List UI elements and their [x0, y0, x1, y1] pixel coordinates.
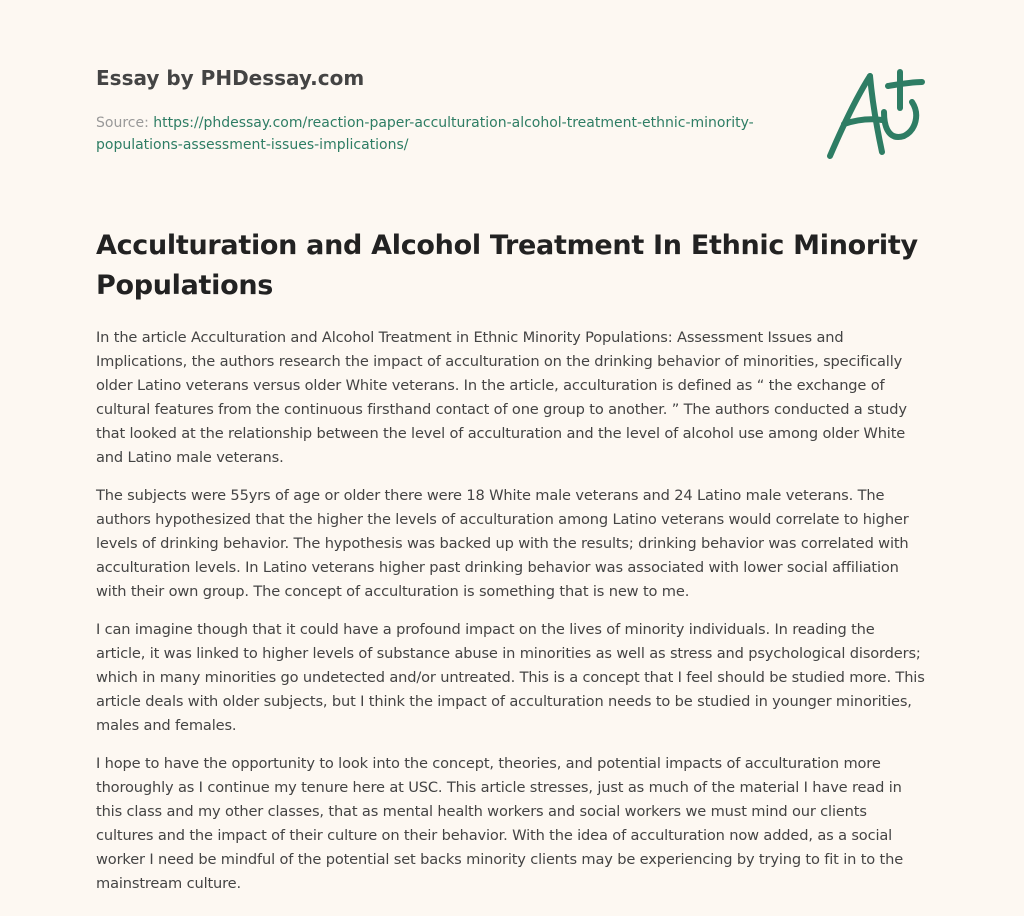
- site-title: Essay by PHDessay.com: [96, 66, 365, 90]
- source-line: [96, 112, 796, 156]
- source-link[interactable]: https://phdessay.com/reaction-paper-acculturation-alcohol-treatment-ethnic-minority-populations-assessment-issues-implications/: [96, 115, 754, 153]
- essay-paragraph: I can imagine though that it could have a profound impact on the lives of minority individuals. In reading the article, it was linked to higher levels of substance abuse in minorities as well as stress and psychological disorders; which in many minorities go undetected and/or untreated. This is a concept that I feel should be studied more. This article deals with older subjects, but I think the impact of acculturation needs to be studied in younger minorities, males and females.: [96, 621, 925, 734]
- essay-body: [96, 326, 928, 910]
- essay-title: Acculturation and Alcohol Treatment In Ethnic Minority Populations: [96, 230, 918, 301]
- source-label: Source:: [96, 115, 154, 131]
- essay-paragraph: The subjects were 55yrs of age or older there were 18 White male veterans and 24 Latino male veterans. The authors hypothesized that the higher the levels of acculturation among Latino veterans would correlate to higher levels of drinking behavior. The hypothesis was backed up with the results; drinking behavior was correlated with acculturation levels. In Latino veterans higher past drinking behavior was associated with lower social affiliation with their own group. The concept of acculturation is something that is new to me.: [96, 487, 909, 600]
- essay-paragraph: In the article Acculturation and Alcohol Treatment in Ethnic Minority Populations: Assessment Issues and Implications, the authors research the impact of acculturation on the drinking behavior of minorities, specifically older Latino veterans versus older White veterans. In the article, acculturation is defined as “ the exchange of cultural features from the continuous firsthand contact of one group to another. ” The authors conducted a study that looked at the relationship between the level of acculturation and the level of alcohol use among older White and Latino male veterans.: [96, 329, 907, 466]
- essay-paragraph: I hope to have the opportunity to look into the concept, theories, and potential impacts of acculturation more thoroughly as I continue my tenure here at USC. This article stresses, just as much of the material I have read in this class and my other classes, that as mental health workers and social workers we must mind our clients cultures and the impact of their culture on their behavior. With the idea of acculturation now added, as a social worker I need be mindful of the potential set backs minority clients may be experiencing by trying to fit in to the mainstream culture.: [96, 755, 904, 892]
- a-plus-grade-icon: [826, 68, 926, 164]
